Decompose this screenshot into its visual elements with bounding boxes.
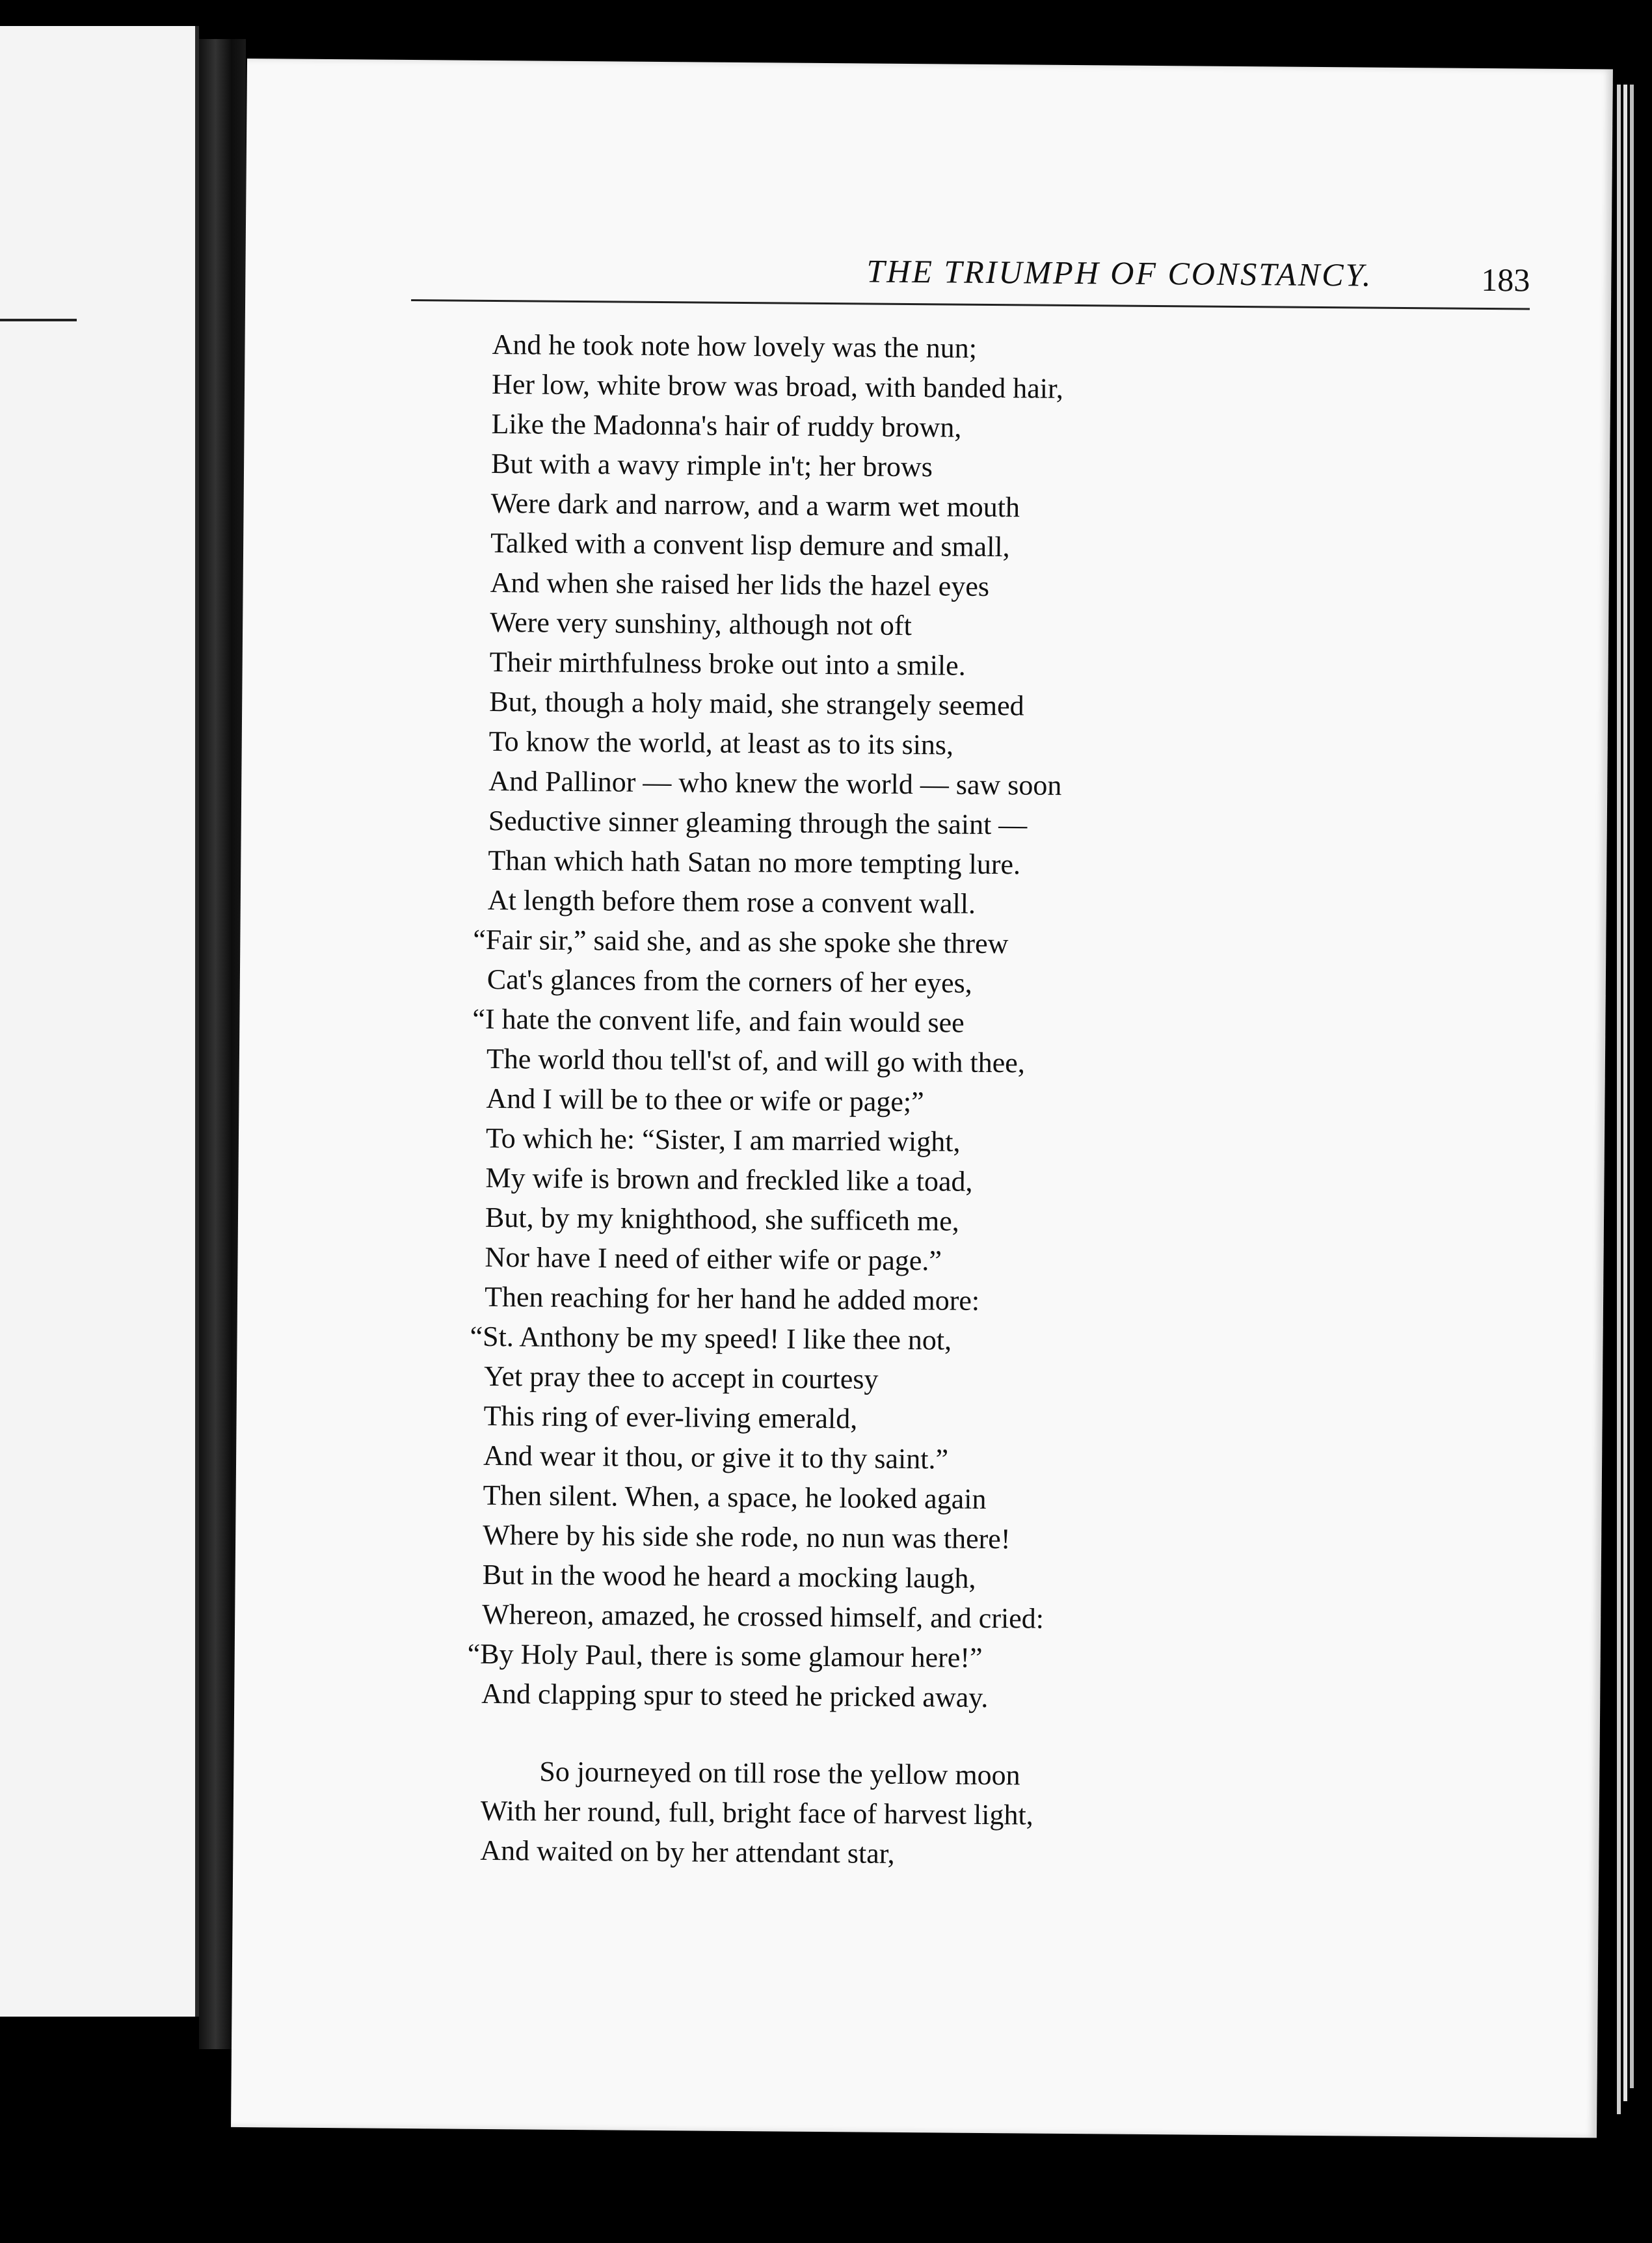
verse-line: To know the world, at least as to its sins, bbox=[488, 725, 954, 761]
verse-line: And I will be to thee or wife or page;” bbox=[486, 1082, 924, 1118]
verse-line: This ring of ever-living emerald, bbox=[483, 1399, 858, 1435]
stanza bbox=[480, 1751, 1495, 1878]
page-edge bbox=[1617, 85, 1621, 2114]
verse-line: Seductive sinner gleaming through the saint — bbox=[488, 804, 1028, 841]
verse-line: Whereon, amazed, he crossed himself, and cried: bbox=[482, 1598, 1045, 1635]
verse-line: My wife is brown and freckled like a toad, bbox=[485, 1161, 973, 1198]
verse-line: So journeyed on till rose the yellow moon bbox=[539, 1755, 1020, 1792]
verse-line: Then silent. When, a space, he looked again bbox=[483, 1479, 987, 1515]
verse-line: Then reaching for her hand he added more: bbox=[484, 1280, 980, 1317]
verse-line: And when she raised her lids the hazel eyes bbox=[490, 566, 990, 602]
book-page bbox=[231, 59, 1613, 2138]
verse-line: But with a wavy rimple in't; her brows bbox=[490, 447, 933, 483]
verse-line: And he took note how lovely was the nun; bbox=[492, 328, 978, 364]
verse-line: At length before them rose a convent wall. bbox=[487, 883, 976, 920]
running-title: THE TRIUMPH OF CONSTANCY. bbox=[866, 252, 1373, 293]
verse-line: Their mirthfulness broke out into a smile. bbox=[489, 645, 966, 682]
verse-line: Where by his side she rode, no nun was there! bbox=[482, 1518, 1011, 1555]
page-edge bbox=[1630, 85, 1634, 2088]
verse-line: Her low, white brow was broad, with banded hair, bbox=[491, 368, 1064, 405]
verse-line: And clapping spur to steed he pricked away. bbox=[481, 1677, 989, 1714]
verse-line: Yet pray thee to accept in courtesy bbox=[483, 1360, 879, 1395]
verse-line: “I hate the convent life, and fain would see bbox=[472, 1002, 965, 1039]
page-number: 183 bbox=[1481, 261, 1530, 299]
page-edge bbox=[1623, 85, 1627, 2101]
verse-line: Nor have I need of either wife or page.” bbox=[485, 1241, 942, 1277]
verse-line: With her round, full, bright face of harvest light, bbox=[480, 1794, 1033, 1831]
verse-line: Talked with a convent lisp demure and small, bbox=[490, 526, 1010, 563]
verse-line: But, though a holy maid, she strangely seemed bbox=[489, 685, 1024, 722]
previous-page-edge bbox=[0, 26, 199, 2017]
stanza bbox=[467, 325, 1507, 1721]
verse-line: Were very sunshiny, although not oft bbox=[490, 606, 912, 642]
verse-line: But, by my knighthood, she sufficeth me, bbox=[485, 1201, 959, 1237]
verse-line: Cat's glances from the corners of her eyes, bbox=[486, 963, 972, 999]
verse-line: And Pallinor — who knew the world — saw soon bbox=[488, 764, 1062, 801]
previous-page-rule bbox=[0, 319, 77, 321]
verse-line: But in the wood he heard a mocking laugh, bbox=[482, 1558, 976, 1594]
verse-line: To which he: “Sister, I am married wight, bbox=[485, 1122, 961, 1158]
verse-line: Than which hath Satan no more tempting lure. bbox=[488, 844, 1021, 881]
poem-text bbox=[467, 325, 1507, 1916]
verse-line: “Fair sir,” said she, and as she spoke she threw bbox=[473, 923, 1009, 960]
verse-line: Like the Madonna's hair of ruddy brown, bbox=[491, 407, 962, 444]
verse-line: And wear it thou, or give it to thy saint.” bbox=[483, 1439, 949, 1475]
verse-line: “By Holy Paul, there is some glamour here!” bbox=[467, 1637, 983, 1674]
verse-line: “St. Anthony be my speed! I like thee not, bbox=[470, 1320, 952, 1356]
verse-line: The world thou tell'st of, and will go with thee, bbox=[486, 1042, 1026, 1079]
verse-line: And waited on by her attendant star, bbox=[480, 1834, 895, 1870]
verse-line: Were dark and narrow, and a warm wet mouth bbox=[490, 487, 1020, 524]
